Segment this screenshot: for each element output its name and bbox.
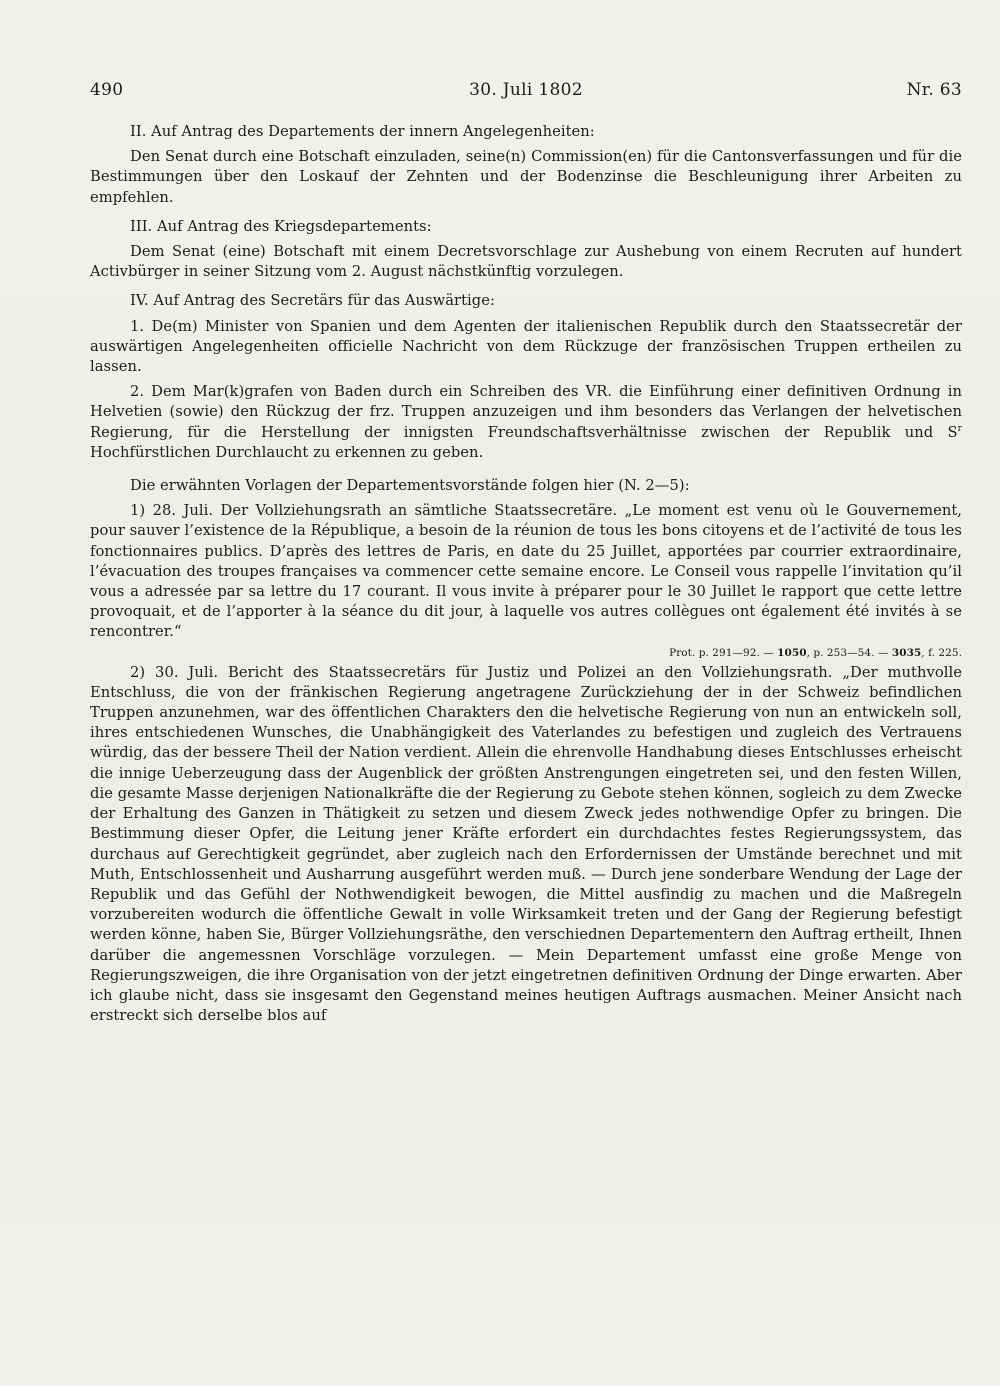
section-2-heading: II. Auf Antrag des Departements der innern Angelegenheiten: — [130, 123, 595, 140]
source-part-a: Prot. p. 291—92. — — [669, 646, 778, 659]
running-header — [90, 80, 962, 104]
source-part-e: , f. 225. — [921, 646, 962, 659]
item-2-text: 2) 30. Juli. Bericht des Staatssecretärs für Justiz und Polizei an den Vollziehungsrath. „Der muthvolle Entschluss, die von der fränkischen Regierung angetragene Zurückziehung der in der Schweiz befindlichen Truppen anzunehmen, war des öffentlichen Charakters den die helvetische Regierung von nun an entwickeln soll, ihres entschiedenen Wunsches, die Unabhängigkeit des Vaterlandes zu befestigen und zugleich des Vertrauens würdig, das der bessere Theil der Nation verdient. Allein die ehrenvolle Handhabung dieses Entschlusses erheischt die innige Ueberzeugung dass der Augenblick der größten Anstrengungen eingetreten sei, und den festen Willen, die gesamte Masse derjenigen Nationalkräfte die der Regierung zu Gebote stehen können, sogleich zu dem Zwecke der Erhaltung des Ganzen in Thätigkeit zu setzen und diesem Zweck jedes nothwendige Opfer zu bringen. Die Bestimmung dieser Opfer, die Leitung jener Kräfte erfordert ein durchdachtes festes Regierungssystem, das durchaus auf Gerechtigkeit gegründet, aber zugleich nach den Erfordernissen der Umstände berechnet und mit Muth, Entschlossenheit und Ausharrung ausgeführt werden muß. — Durch jene sonderbare Wendung der Lage der Republik und das Gefühl der Nothwendigkeit bewogen, die Mittel ausfindig zu machen und die Maßregeln vorzubereiten wodurch die öffentliche Gewalt in volle Wirksamkeit treten und der Gang der Regierung befestigt werden könne, haben Sie, Bürger Vollziehungsräthe, den verschiednen Departementern den Auftrag ertheilt, Ihnen darüber die angemessnen Vorschläge vorzulegen. — Mein Departement umfasst eine große Menge von Regierungszweigen, die ihre Organisation von der jetzt eingetretnen definitiven Ordnung der Dinge erwarten. Aber ich glaube nicht, dass sie insgesamt den Gegenstand meines heutigen Auftrags ausmachen. Meiner Ansicht nach erstreckt sich derselbe blos auf — [90, 663, 962, 1025]
source-part-d: 3035 — [891, 646, 922, 659]
document-number: Nr. 63 — [906, 80, 962, 100]
header-date: 30. Juli 1802 — [469, 80, 583, 100]
section-4-item-2-end: Hochfürstlichen Durchlaucht zu erkennen zu geben. — [90, 443, 484, 461]
source-part-c: , p. 253—54. — — [806, 646, 892, 659]
section-4-item-1: 1. De(m) Minister von Spanien und dem Agenten der italienischen Republik durch den Staatssecretär der auswärtigen Angelegenheiten officielle Nachricht von dem Rückzuge der französischen Truppen ertheilen zu lassen. — [90, 317, 962, 376]
section-3-text: Dem Senat (eine) Botschaft mit einem Decretsvorschlage zur Aushebung von einem Recruten auf hundert Activbürger in seiner Sitzung vom 2. August nächstkünftig vorzulegen. — [90, 243, 962, 281]
main-text — [90, 122, 962, 1026]
source-part-b: 1050 — [777, 646, 807, 659]
section-4-heading: IV. Auf Antrag des Secretärs für das Auswärtige: — [130, 292, 495, 310]
section-2-text: Den Senat durch eine Botschaft einzuladen, seine(n) Commission(en) für die Cantonsverfassungen und für die Bestimmungen über den Loskauf der Zehnten und der Bodenzinse die Beschleunigung ihrer Arbeiten zu empfehlen. — [90, 148, 962, 206]
intro-paragraph: Die erwähnten Vorlagen der Departementsvorstände folgen hier (N. 2—5): — [130, 477, 690, 495]
item-1-source — [90, 646, 962, 660]
item-1-text: 1) 28. Juli. Der Vollziehungsrath an sämtliche Staatssecretäre. „Le moment est venu où le Gouvernement, pour sauver l’existence de la République, a besoin de la réunion de tous les bons citoyens et de l’activité de tous les fonctionnaires publics. D’après des lettres de Paris, en date du 25 Juillet, apportées par courrier extraordinaire, l’évacuation des troupes françaises va commencer cette semaine encore. Le Conseil vous rappelle l’invitation qu’il vous a adressée par sa lettre du 17 courant. Il vous invite à préparer pour le 30 Juillet le rapport que cette lettre provoquait, et de l’apporter à la séance du dit jour, à laquelle vos autres collègues ont également été invités à se rencontrer.“ — [90, 502, 962, 641]
section-4-item-2-superscript: r — [957, 423, 962, 434]
section-4-item-2 — [90, 382, 962, 463]
page-number: 490 — [90, 80, 124, 100]
section-3-heading: III. Auf Antrag des Kriegsdepartements: — [130, 217, 432, 235]
section-4-item-2-main: 2. Dem Mar(k)grafen von Baden durch ein Schreiben des VR. die Einführung einer definitiven Ordnung in Helvetien (sowie) den Rückzug der frz. Truppen anzuzeigen und ihm besonders das Verlangen der helvetischen Regierung, für die Herstellung der innigsten Freundschaftsverhältnisse zwischen der Republik und S — [90, 383, 962, 441]
